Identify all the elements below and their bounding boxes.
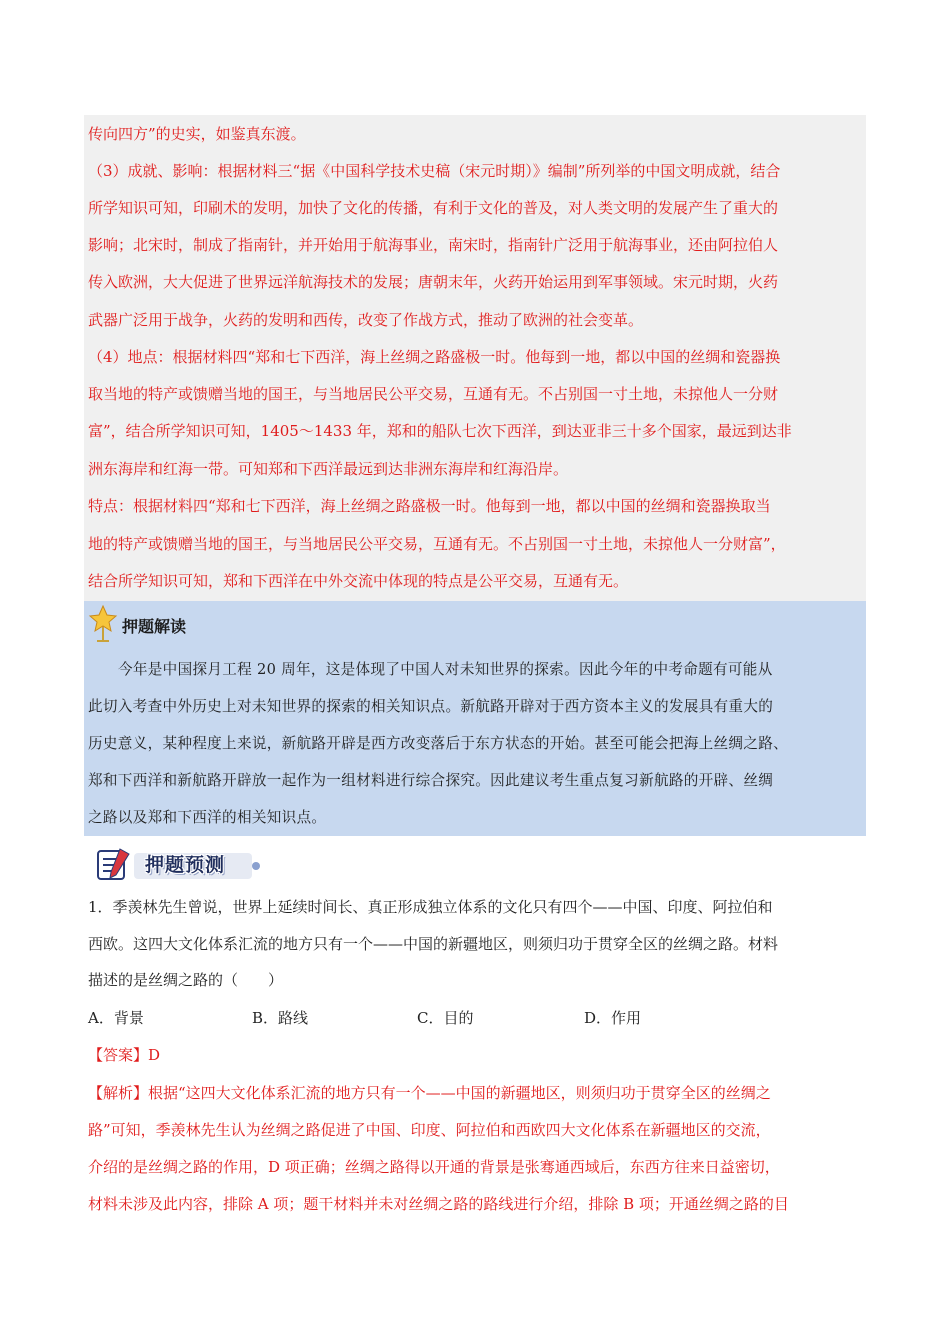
answer-line (88, 1045, 864, 1065)
text-line: 历史意义，某种程度上来说，新航路开辟是西方改变落后于东方状态的开始。甚至可能会把海上丝绸之路、 (88, 735, 789, 752)
prediction-title: 押题预测 (145, 854, 226, 876)
option-a: A．背景 (88, 1009, 144, 1027)
question-line: 描述的是丝绸之路的（ ） (88, 971, 284, 989)
question-line: 1．季羡林先生曾说，世界上延续时间长、真正形成独立体系的文化只有四个——中国、印度、阿拉伯和 (88, 898, 773, 916)
text-line: （4）地点：根据材料四“郑和七下西洋，海上丝绸之路盛极一时。他每到一地，都以中国的丝绸和瓷器换 (88, 348, 781, 366)
text-line: 结合所学知识可知，郑和下西洋在中外交流中体现的特点是公平交易，互通有无。 (88, 572, 629, 590)
answer-label: 【答案】 (88, 1046, 149, 1064)
text-line: 传向四方”的史实，如鉴真东渡。 (88, 125, 306, 143)
analysis-line: 路”可知，季羡林先生认为丝绸之路促进了中国、印度、阿拉伯和西欧四大文化体系在新疆地区的交流， (88, 1121, 771, 1139)
text-line: 传入欧洲，大大促进了世界远洋航海技术的发展；唐朝末年，火药开始运用到军事领域。宋元时期，火药 (88, 273, 779, 291)
reading-title: 押题解读 (122, 617, 187, 636)
text-line: （3）成就、影响：根据材料三“据《中国科学技术史稿（宋元时期）》编制”所列举的中国文明成就，结合 (88, 162, 781, 180)
text-line: 地的特产或馈赠当地的国王，与当地居民公平交易，互通有无。不占别国一寸土地，未掠他人一分财富”， (88, 535, 786, 553)
analysis-line (88, 1083, 864, 1103)
text-line: 所学知识可知，印刷术的发明，加快了文化的传播，有利于文化的普及，对人类文明的发展产生了重大的 (88, 199, 779, 217)
text-line: 郑和下西洋和新航路开辟放一起作为一组材料进行综合探究。因此建议考生重点复习新航路的开辟、丝绸 (88, 772, 774, 789)
answer-value: D (148, 1046, 161, 1064)
question-line: 西欧。这四大文化体系汇流的地方只有一个——中国的新疆地区，则须归功于贯穿全区的丝绸之路。材料 (88, 935, 779, 953)
text-line: 洲东海岸和红海一带。可知郑和下西洋最远到达非洲东海岸和红海沿岸。 (88, 460, 569, 478)
text-line: 特点：根据材料四“郑和七下西洋，海上丝绸之路盛极一时。他每到一地，都以中国的丝绸和瓷器换取当 (88, 497, 771, 515)
analysis-label: 【解析】 (88, 1084, 149, 1102)
text-line: 取当地的特产或馈赠当地的国王，与当地居民公平交易，互通有无。不占别国一寸土地，未掠他人一分财 (88, 385, 779, 403)
text-line: 富”，结合所学知识可知，1405～1433 年，郑和的船队七次下西洋，到达亚非三十多个国家，最远到达非 (88, 422, 792, 440)
star-icon (88, 604, 118, 644)
option-b: B．路线 (252, 1009, 309, 1027)
option-d: D．作用 (584, 1009, 642, 1027)
text-line: 武器广泛用于战争，火药的发明和西传，改变了作战方式，推动了欧洲的社会变革。 (88, 311, 644, 329)
text-line: 之路以及郑和下西洋的相关知识点。 (88, 809, 327, 826)
analysis-line: 材料未涉及此内容，排除 A 项；题干材料并未对丝绸之路的路线进行介绍，排除 B 项；开通丝绸之路的目 (88, 1195, 789, 1213)
text-line: 今年是中国探月工程 20 周年，这是体现了中国人对未知世界的探索。因此今年的中考命题有可能从 (118, 661, 773, 678)
analysis-line: 介绍的是丝绸之路的作用，D 项正确；丝绸之路得以开通的背景是张骞通西域后，东西方往来日益密切， (88, 1158, 780, 1176)
text-line: 影响；北宋时，制成了指南针，并开始用于航海事业，南宋时，指南针广泛用于航海事业，还由阿拉伯人 (88, 236, 779, 254)
option-c: C．目的 (417, 1009, 474, 1027)
analysis-text: 根据“这四大文化体系汇流的地方只有一个——中国的新疆地区，则须归功于贯穿全区的丝绸之 (148, 1084, 771, 1102)
exam-reading-box (84, 601, 866, 836)
text-line: 此切入考查中外历史上对未知世界的探索的相关知识点。新航路开辟对于西方资本主义的发展具有重大的 (88, 698, 774, 715)
